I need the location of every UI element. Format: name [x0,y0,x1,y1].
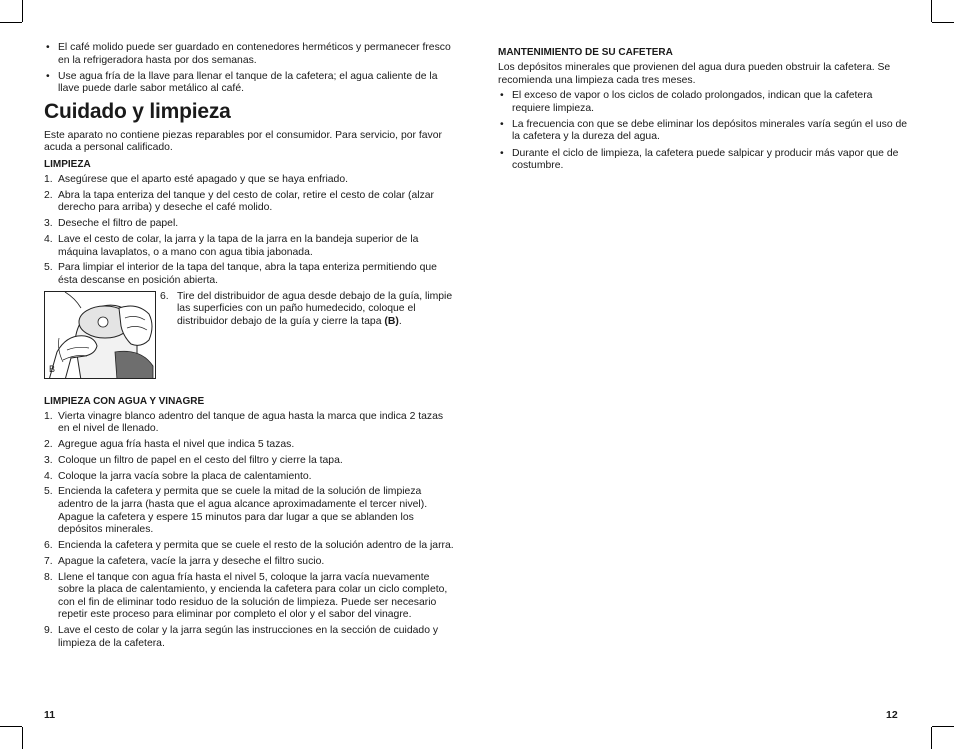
step-number: 5. [44,262,53,274]
limpieza-heading: LIMPIEZA [44,159,91,171]
intro-paragraph: Este aparato no contiene piezas reparables por el consumidor. Para servicio, por favor acuda a personal calificado. [44,129,442,154]
step-text: Lave el cesto de colar, la jarra y la tapa de la jarra en la bandeja superior de la máquina lavaplatos, o a mano con agua tibia jabonada. [58,234,419,258]
step-text: Para limpiar el interior de la tapa del tanque, abra la tapa enteriza permitiendo que ésta descanse en posición abierta. [58,262,437,286]
step-number: 1. [44,174,53,186]
step-item [44,411,456,436]
step-text: Encienda la cafetera y permita que se cuele la mitad de la solución de limpieza adentro de la jarra (hasta que el agua alcance aproximadamente el tercer nivel). Apague la cafetera y espere 15 minutos para dar lugar a que se ablanden los depósitos minerales. [58,486,428,536]
figure-reference: (B) [384,315,399,327]
step-text: Abra la tapa enteriza del tanque y del cesto de colar, retire el cesto de colar (alzar derecho para arriba) y deseche el café molido. [58,189,435,214]
left-page [44,42,456,654]
step-text: Vierta vinagre blanco adentro del tanque de agua hasta la marca que indica 2 tazas en el nivel de llenado. [58,410,444,435]
step-text: Agregue agua fría hasta el nivel que indica 5 tazas. [58,439,295,451]
hand-cleaning-illustration [45,292,156,379]
step-number: 2. [44,439,53,451]
figure-label: B [49,364,56,375]
crop-mark [931,0,932,22]
step-number: 1. [44,410,53,422]
page-number-left: 11 [44,709,56,721]
step-text: Coloque la jarra vacía sobre la placa de calentamiento. [58,470,312,482]
step-text: Deseche el filtro de papel. [58,218,179,230]
list-item: • El exceso de vapor o los ciclos de colado prolongados, indican que la cafetera requiere limpieza. [498,90,910,115]
step-number: 7. [44,555,53,567]
step-item [44,486,456,536]
step-item [44,174,456,187]
step-item [44,234,456,259]
limpieza-step-6 [160,291,456,329]
step-item [44,218,456,231]
list-item: • La frecuencia con que se debe eliminar los depósitos minerales varía según el uso de la cafetera y la dureza del agua. [498,119,910,144]
step-item [44,262,456,287]
step-text-end: . [398,315,402,327]
list-item: • Use agua fría de la llave para llenar el tanque de la cafetera; el agua caliente de la llave puede darle sabor metálico al café. [44,71,456,96]
mantenimiento-intro: Los depósitos minerales que provienen del agua dura pueden obstruir la cafetera. Se recomienda una limpieza cada tres meses. [498,62,891,86]
crop-mark [22,727,23,749]
step-item [44,572,456,622]
list-item: • Durante el ciclo de limpieza, la cafetera puede salpicar y producir más vapor que de costumbre. [498,148,910,173]
step-number: 4. [44,234,53,245]
crop-mark [932,726,954,727]
step-item [44,471,456,484]
step-text: Lave el cesto de colar y la jarra según las instrucciones en la sección de cuidado y limpieza de la cafetera. [58,625,439,649]
step-text: Coloque un filtro de papel en el cesto del filtro y cierre la tapa. [58,454,343,466]
step-text: Asegúrese que el aparto esté apagado y que se haya enfriado. [58,174,348,186]
tips-list [44,42,456,96]
step-number: 6. [160,290,169,302]
step-text: Encienda la cafetera y permita que se cuele el resto de la solución adentro de la jarra. [58,540,454,552]
step-item [44,625,456,650]
limpieza-steps-list [44,174,456,288]
step-text: Tire del distribuidor de agua desde debajo de la guía, limpie las superficies con un paño humedecido, coloque el distribuidor debajo de la guía y cierre la tapa [177,290,453,327]
step-number: 4. [44,470,53,482]
crop-mark [22,0,23,22]
step-number: 2. [44,189,53,201]
step-text: Apague la cafetera, vacíe la jarra y deseche el filtro sucio. [58,555,325,567]
section-title: Cuidado y limpieza [44,99,231,123]
step-item [44,556,456,569]
crop-mark [932,22,954,23]
step-text: Llene el tanque con agua fría hasta el nivel 5, coloque la jarra vacía nuevamente sobre la placa de calentamiento, y encienda la cafetera para colar un ciclo completo, con el fin de eliminar todo residuo de la solución de limpieza. Puede ser necesario repetir este proceso para eliminar por completo el olor y el sabor del vinagre. [58,571,448,621]
step-number: 3. [44,218,53,230]
illustration-figure-b [44,291,156,379]
step-number: 8. [44,571,53,583]
list-item: • El café molido puede ser guardado en contenedores herméticos y permanecer fresco en la refrigeradora hasta por dos semanas. [44,42,456,67]
step-item [44,439,456,452]
step-item [44,455,456,468]
step-number: 6. [44,540,53,552]
step-item [44,540,456,553]
vinagre-steps-list [44,411,456,651]
step-number: 5. [44,486,53,498]
right-page [498,46,910,176]
mantenimiento-list [498,90,910,173]
crop-mark [0,726,22,727]
step-item [44,190,456,215]
step-number: 9. [44,625,53,637]
step-number: 3. [44,454,53,466]
page-number-right: 12 [886,709,898,721]
mantenimiento-heading: MANTENIMIENTO DE SU CAFETERA [498,47,673,58]
crop-mark [0,22,22,23]
crop-mark [931,727,932,749]
vinagre-heading: LIMPIEZA CON AGUA Y VINAGRE [44,395,205,407]
step6-row [44,291,456,381]
